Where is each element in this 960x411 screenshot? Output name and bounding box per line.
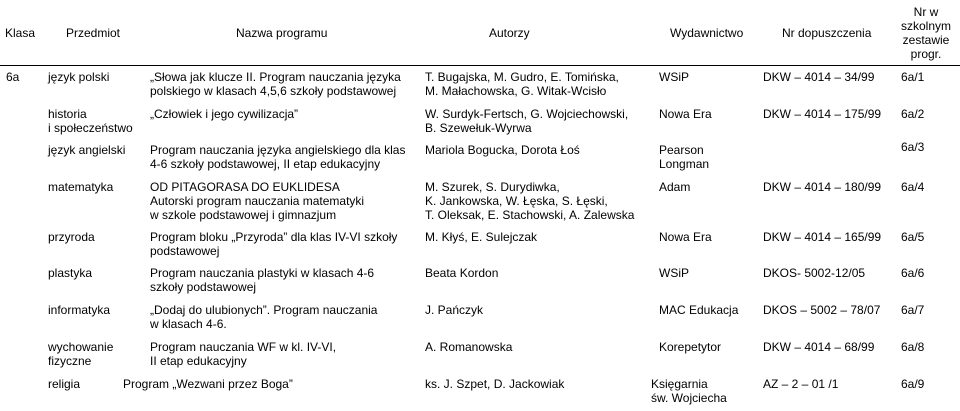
cell-wydawnictwo: Nowa Era xyxy=(659,230,712,244)
cell-przedmiot: matematyka xyxy=(48,180,114,194)
cell-nazwa: Autorski program nauczania matematyki xyxy=(150,194,365,208)
cell-autorzy: B. Szewełuk-Wyrwa xyxy=(425,121,532,135)
cell-przedmiot: i społeczeństwo xyxy=(48,121,133,135)
cell-nazwa: 4-6 szkoły podstawowej, II etap edukacyjny xyxy=(150,157,381,171)
cell-przedmiot: fizyczne xyxy=(48,354,92,368)
cell-autorzy: M. Kłyś, E. Sulejczak xyxy=(425,230,538,244)
header-nazwa-programu: Nazwa programu xyxy=(236,26,328,40)
cell-nr: 6a/5 xyxy=(901,230,925,244)
cell-nazwa: „Słowa jak klucze II. Program nauczania języka xyxy=(150,70,401,84)
cell-przedmiot: religia xyxy=(48,377,81,391)
cell-wydawnictwo: Korepetytor xyxy=(659,340,722,354)
cell-nr-dopuszczenia: DKW – 4014 – 175/99 xyxy=(763,107,882,121)
cell-nr: 6a/9 xyxy=(901,377,925,391)
header-nr-w-1: Nr w xyxy=(913,5,939,19)
cell-wydawnictwo: WSiP xyxy=(659,266,689,280)
cell-nazwa: II etap edukacyjny xyxy=(150,354,247,368)
cell-autorzy: J. Pańczyk xyxy=(425,303,484,317)
cell-nr: 6a/1 xyxy=(901,70,925,84)
cell-przedmiot: plastyka xyxy=(48,266,93,280)
cell-nr: 6a/2 xyxy=(901,107,925,121)
cell-klasa: 6a xyxy=(6,70,20,84)
cell-wydawnictwo: MAC Edukacja xyxy=(659,303,739,317)
header-nr-w-3: zestawie xyxy=(902,33,950,47)
cell-autorzy: Mariola Bogucka, Dorota Łoś xyxy=(425,143,580,157)
cell-nr-dopuszczenia: DKW – 4014 – 34/99 xyxy=(763,70,875,84)
cell-autorzy: W. Surdyk-Fertsch, G. Wojciechowski, xyxy=(425,107,629,121)
cell-nr: 6a/6 xyxy=(901,266,925,280)
cell-przedmiot: język polski xyxy=(48,70,110,84)
cell-wydawnictwo: Nowa Era xyxy=(659,107,712,121)
cell-nazwa: „Dodaj do ulubionych”. Program nauczania xyxy=(150,303,378,317)
cell-autorzy: A. Romanowska xyxy=(425,340,513,354)
cell-nazwa: Program nauczania języka angielskiego dla klas xyxy=(150,143,406,157)
cell-nr: 6a/3 xyxy=(901,140,925,154)
header-wydawnictwo: Wydawnictwo xyxy=(670,26,744,40)
cell-nazwa: Program bloku „Przyroda” dla klas IV-VI szkoły xyxy=(150,230,398,244)
cell-nazwa: Program nauczania WF w kl. IV-VI, xyxy=(150,340,337,354)
cell-nazwa: OD PITAGORASA DO EUKLIDESA xyxy=(150,180,340,194)
cell-nr-dopuszczenia: AZ – 2 – 01 /1 xyxy=(763,377,839,391)
cell-autorzy: Beata Kordon xyxy=(425,266,499,280)
cell-autorzy: M. Szurek, S. Durydiwka, xyxy=(425,180,560,194)
cell-nazwa: Program „Wezwani przez Boga” xyxy=(123,377,293,391)
cell-nr: 6a/8 xyxy=(901,340,925,354)
header-nr-w-2: szkolnym xyxy=(900,19,951,33)
header-przedmiot: Przedmiot xyxy=(66,26,121,40)
cell-nazwa: polskiego w klasach 4,5,6 szkoły podstawowej xyxy=(150,84,397,98)
cell-przedmiot: przyroda xyxy=(48,230,95,244)
cell-wydawnictwo: Adam xyxy=(659,180,691,194)
cell-nr-dopuszczenia: DKOS – 5002 – 78/07 xyxy=(763,303,881,317)
cell-nazwa: szkoły podstawowej xyxy=(150,280,257,294)
header-autorzy: Autorzy xyxy=(489,26,530,40)
cell-autorzy: K. Jankowska, W. Łęska, S. Łęski, xyxy=(425,194,608,208)
cell-przedmiot: wychowanie xyxy=(48,340,114,354)
cell-autorzy: ks. J. Szpet, D. Jackowiak xyxy=(425,377,565,391)
cell-nazwa: w szkole podstawowej i gimnazjum xyxy=(150,208,337,222)
cell-nazwa: w klasach 4-6. xyxy=(150,317,227,331)
cell-nr-dopuszczenia: DKW – 4014 – 68/99 xyxy=(763,340,875,354)
cell-nr-dopuszczenia: DKW – 4014 – 180/99 xyxy=(763,180,882,194)
cell-autorzy: T. Bugajska, M. Gudro, E. Tomińska, xyxy=(425,70,619,84)
cell-nr-dopuszczenia: DKW – 4014 – 165/99 xyxy=(763,230,882,244)
cell-wydawnictwo: WSiP xyxy=(659,70,689,84)
cell-przedmiot: historia xyxy=(48,107,87,121)
cell-wydawnictwo: Pearson xyxy=(659,143,704,157)
cell-przedmiot: język angielski xyxy=(48,143,126,157)
cell-wydawnictwo: Księgarnia xyxy=(651,377,708,391)
cell-nr: 6a/7 xyxy=(901,303,925,317)
cell-autorzy: T. Oleksak, E. Stachowski, A. Zalewska xyxy=(425,208,635,222)
cell-przedmiot: informatyka xyxy=(48,303,111,317)
cell-nazwa: Program nauczania plastyki w klasach 4-6 xyxy=(150,266,375,280)
cell-nazwa: „Człowiek i jego cywilizacja” xyxy=(150,107,299,121)
cell-nr: 6a/4 xyxy=(901,180,925,194)
cell-wydawnictwo: Longman xyxy=(659,157,710,171)
cell-nazwa: podstawowej xyxy=(150,244,220,258)
cell-wydawnictwo: św. Wojciecha xyxy=(651,391,727,405)
cell-autorzy: M. Małachowska, G. Witak-Wcisło xyxy=(425,84,607,98)
header-nr-dopuszczenia: Nr dopuszczenia xyxy=(782,26,872,40)
header-klasa: Klasa xyxy=(5,26,36,40)
cell-nr-dopuszczenia: DKOS- 5002-12/05 xyxy=(763,266,866,280)
header-nr-w-4: progr. xyxy=(910,47,942,61)
